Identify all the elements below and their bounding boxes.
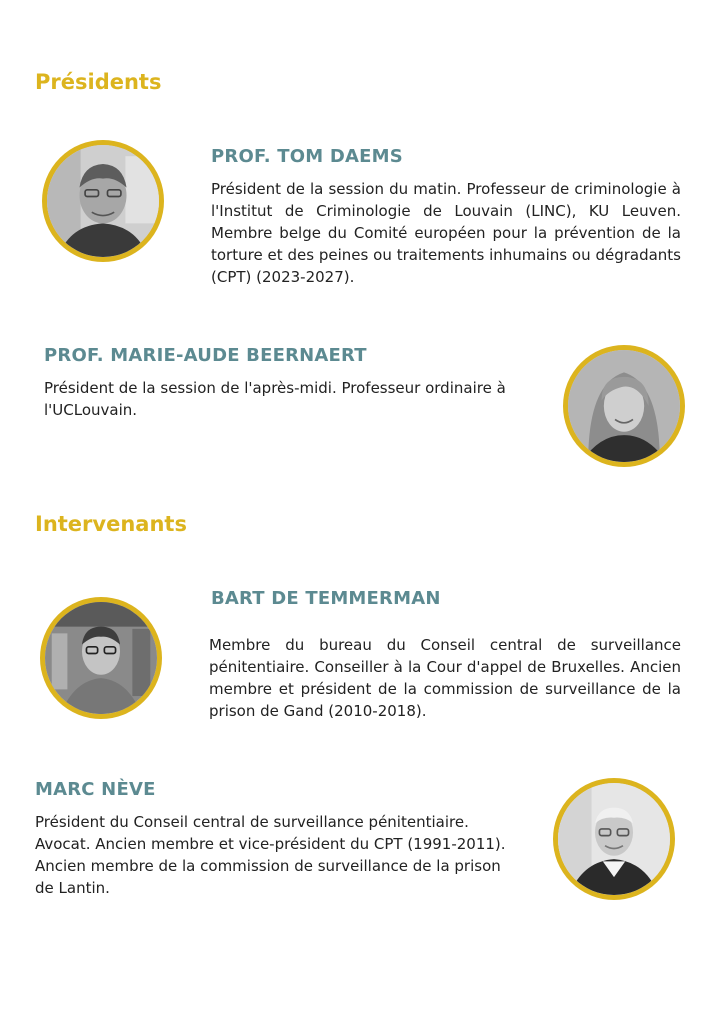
section-title-presidents: Présidents (35, 70, 162, 94)
portrait-photo-icon (45, 602, 157, 714)
person-name-bart-de-temmerman: BART DE TEMMERMAN (211, 588, 441, 609)
portrait-photo-icon (558, 783, 670, 895)
portrait-photo-icon (568, 350, 680, 462)
portrait-photo-icon (47, 145, 159, 257)
portrait-photo-bart-de-temmerman (40, 597, 162, 719)
person-name-tom-daems: PROF. TOM DAEMS (211, 146, 403, 167)
person-bio-bart-de-temmerman: Membre du bureau du Conseil central de surveillance pénitentiaire. Conseiller à la Cour d'appel de Bruxelles. Ancien membre et président de la commission de surveillance de la prison de Gand (2010-2018). (209, 636, 681, 720)
person-name-marie-aude-beernaert: PROF. MARIE-AUDE BEERNAERT (44, 345, 367, 366)
person-bio-marie-aude-beernaert: Président de la session de l'après-midi. Professeur ordinaire à l'UCLouvain. (44, 379, 506, 419)
portrait-photo-marc-neve (553, 778, 675, 900)
portrait-photo-tom-daems (42, 140, 164, 262)
section-title-speakers: Intervenants (35, 512, 187, 536)
portrait-photo-marie-aude-beernaert (563, 345, 685, 467)
person-bio-tom-daems: Président de la session du matin. Professeur de criminologie à l'Institut de Criminologie de Louvain (LINC), KU Leuven. Membre belge du Comité européen pour la prévention de la torture et des peines ou traitements inhumains ou dégradants (CPT) (2023-2027). (211, 180, 681, 286)
person-name-marc-neve: MARC NÈVE (35, 779, 156, 800)
person-bio-marc-neve: Président du Conseil central de surveillance pénitentiaire. Avocat. Ancien membre et vice-président du CPT (1991-2011). Ancien membre de la commission de surveillance de la prison de Lantin. (35, 813, 506, 897)
